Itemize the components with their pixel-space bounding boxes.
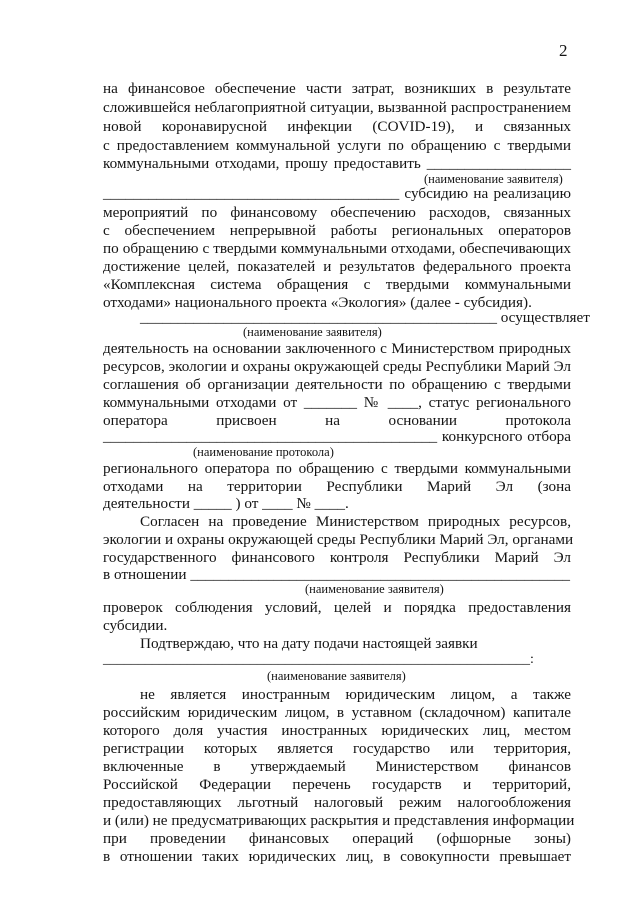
text-line: регионального оператора по обращению с твердыми коммунальными: [103, 460, 571, 477]
page-number: 2: [559, 41, 568, 60]
text-line: ____________________________________________ конкурсного отбора: [103, 428, 571, 445]
text-line: _______________________________________ субсидию на реализацию: [103, 185, 571, 202]
field-caption: (наименование протокола): [193, 445, 334, 459]
text-line: «Комплексная система обращения с твердыми коммунальными: [103, 276, 571, 293]
text-line: проверок соблюдения условий, целей и порядка предоставления: [103, 599, 571, 616]
text-line: Подтверждаю, что на дату подачи настоящей заявки: [140, 635, 478, 652]
text-line: деятельность на основании заключенного с Министерством природных: [103, 340, 571, 357]
text-line: мероприятий по финансовому обеспечению расходов, связанных: [103, 204, 571, 221]
text-line: отходами» национального проекта «Экология» (далее - субсидия).: [103, 294, 532, 311]
text-line: _____________________________________________________________:: [103, 652, 534, 667]
text-line: в отношении __________________________________________________: [103, 566, 571, 583]
text-line: сложившейся неблагоприятной ситуации, вызванной распространением: [103, 99, 571, 116]
text-line: достижение целей, показателей и результатов федерального проекта: [103, 258, 571, 275]
text-line: на финансовое обеспечение части затрат, возникших в результате: [103, 80, 571, 97]
text-line: которого доля участия иностранных юридических лиц, местом: [103, 722, 571, 739]
text-line: субсидии.: [103, 617, 168, 634]
text-line: в отношении таких юридических лиц, в совокупности превышает: [103, 848, 571, 865]
text-line: при проведении финансовых операций (офшорные зоны): [103, 830, 571, 847]
text-line: с обеспечением непрерывной работы региональных операторов: [103, 222, 571, 239]
text-line: предоставляющих льготный налоговый режим налогообложения: [103, 794, 571, 811]
field-caption: (наименование заявителя): [305, 582, 444, 596]
text-line: новой коронавирусной инфекции (COVID-19), и связанных: [103, 118, 571, 135]
text-line: Согласен на проведение Министерством природных ресурсов,: [140, 513, 571, 530]
text-line: оператора присвоен на основании протокола: [103, 412, 571, 429]
text-line: деятельности _____ ) от ____ № ____.: [103, 495, 349, 512]
text-line: с предоставлением коммунальной услуги по обращению с твердыми: [103, 137, 571, 154]
text-line: Российской Федерации перечень государств и территорий,: [103, 776, 571, 793]
text-line: включенные в утверждаемый Министерством финансов: [103, 758, 571, 775]
text-line: государственного финансового контроля Республики Марий Эл: [103, 549, 571, 566]
text-line: _______________________________________________ осуществляет: [140, 309, 590, 326]
text-line: коммунальными отходами от _______ № ____, статус регионального: [103, 394, 571, 411]
text-line: российским юридическим лицом, в уставном (складочном) капитале: [103, 704, 571, 721]
text-line: и (или) не предусматривающих раскрытия и представления информации: [103, 812, 575, 829]
text-line: отходами на территории Республики Марий Эл (зона: [103, 478, 571, 495]
text-line: по обращению с твердыми коммунальными отходами, обеспечивающих: [103, 240, 571, 257]
text-line: коммунальными отходами, прошу предоставить ___________________: [103, 155, 571, 172]
field-caption: (наименование заявителя): [243, 325, 382, 339]
text-line: регистрации которых является государство или территория,: [103, 740, 571, 757]
text-line: экологии и охраны окружающей среды Республики Марий Эл, органами: [103, 531, 574, 548]
text-line: соглашения об организации деятельности по обращению с твердыми: [103, 376, 571, 393]
text-line: ресурсов, экологии и охраны окружающей среды Республики Марий Эл: [103, 358, 571, 375]
text-line: не является иностранным юридическим лицом, а также: [140, 686, 571, 703]
field-caption: (наименование заявителя): [424, 172, 563, 186]
field-caption: (наименование заявителя): [267, 669, 406, 683]
